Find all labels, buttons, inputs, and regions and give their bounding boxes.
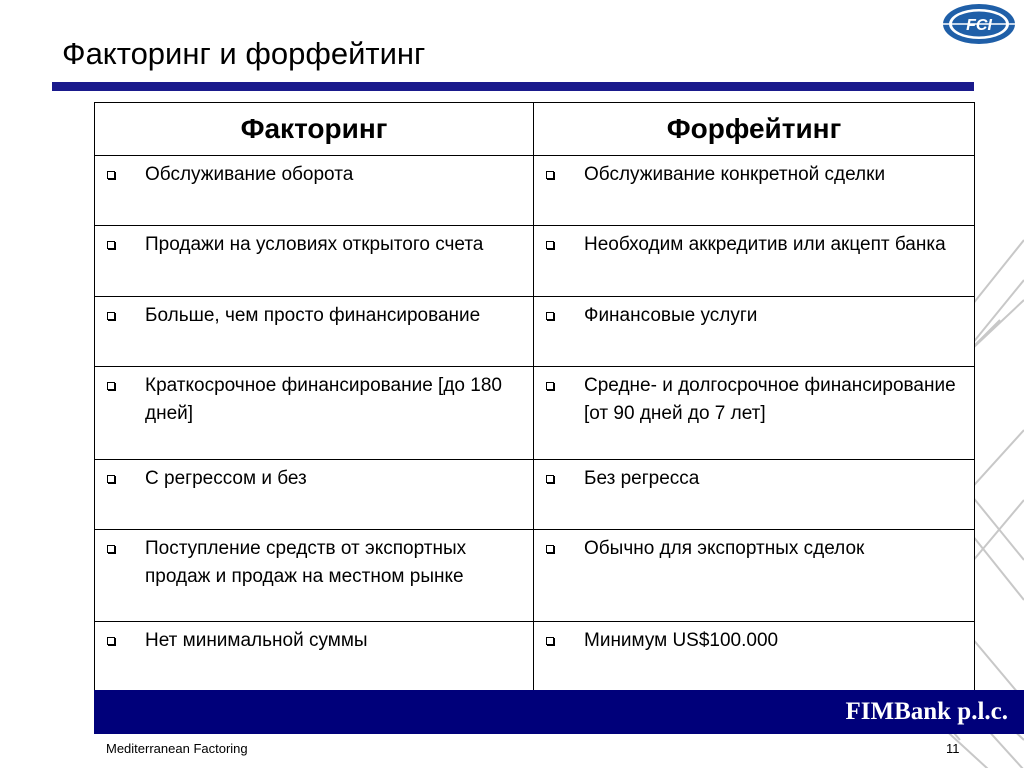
footer-caption: Mediterranean Factoring [106, 741, 248, 756]
table-cell: Обычно для экспортных сделок [584, 538, 865, 559]
table-cell: Минимум US$100.000 [584, 630, 779, 651]
checkbox-bullet-icon [107, 312, 115, 320]
table-cell: Без регресса [584, 468, 700, 489]
checkbox-bullet-icon [546, 637, 554, 645]
title-divider [52, 82, 974, 91]
bank-name: FIMBank p.l.c. [845, 698, 1008, 725]
table-cell: Больше, чем просто финансирование [145, 305, 481, 326]
table-row [95, 622, 975, 692]
column-header-factoring: Факторинг [95, 103, 534, 156]
table-row [95, 460, 975, 530]
table-cell: Средне- и долгосрочное финансирование [от 90 дней до 7 лет] [584, 375, 956, 424]
fci-logo-text: FCI [966, 17, 992, 34]
table-cell: Продажи на условиях открытого счета [145, 234, 484, 255]
table-cell: Необходим аккредитив или акцепт банка [584, 234, 946, 255]
page-number: 11 [946, 741, 960, 756]
table-cell: Краткосрочное финансирование [до 180 дней] [145, 375, 502, 424]
table-row [95, 297, 975, 367]
comparison-table [94, 102, 975, 692]
table-cell: С регрессом и без [145, 468, 307, 489]
table-cell: Обслуживание конкретной сделки [584, 164, 886, 185]
page-title: Факторинг и форфейтинг [62, 36, 426, 71]
table-header-row [95, 103, 975, 156]
footer-bar [94, 690, 1024, 734]
column-header-forfaiting: Форфейтинг [534, 103, 975, 156]
checkbox-bullet-icon [546, 382, 554, 390]
checkbox-bullet-icon [546, 241, 554, 249]
table-cell: Поступление средств от экспортных продаж и продаж на местном рынке [145, 538, 467, 587]
table-row [95, 156, 975, 226]
table-row [95, 367, 975, 460]
checkbox-bullet-icon [107, 382, 115, 390]
table-row [95, 530, 975, 622]
checkbox-bullet-icon [107, 171, 115, 179]
checkbox-bullet-icon [107, 637, 115, 645]
checkbox-bullet-icon [546, 545, 554, 553]
checkbox-bullet-icon [546, 171, 554, 179]
checkbox-bullet-icon [546, 312, 554, 320]
table-cell: Обслуживание оборота [145, 164, 354, 185]
checkbox-bullet-icon [107, 475, 115, 483]
fci-logo [941, 2, 1017, 46]
checkbox-bullet-icon [107, 241, 115, 249]
table-cell: Нет минимальной суммы [145, 630, 368, 651]
table-cell: Финансовые услуги [584, 305, 758, 326]
table-row [95, 226, 975, 297]
checkbox-bullet-icon [546, 475, 554, 483]
checkbox-bullet-icon [107, 545, 115, 553]
